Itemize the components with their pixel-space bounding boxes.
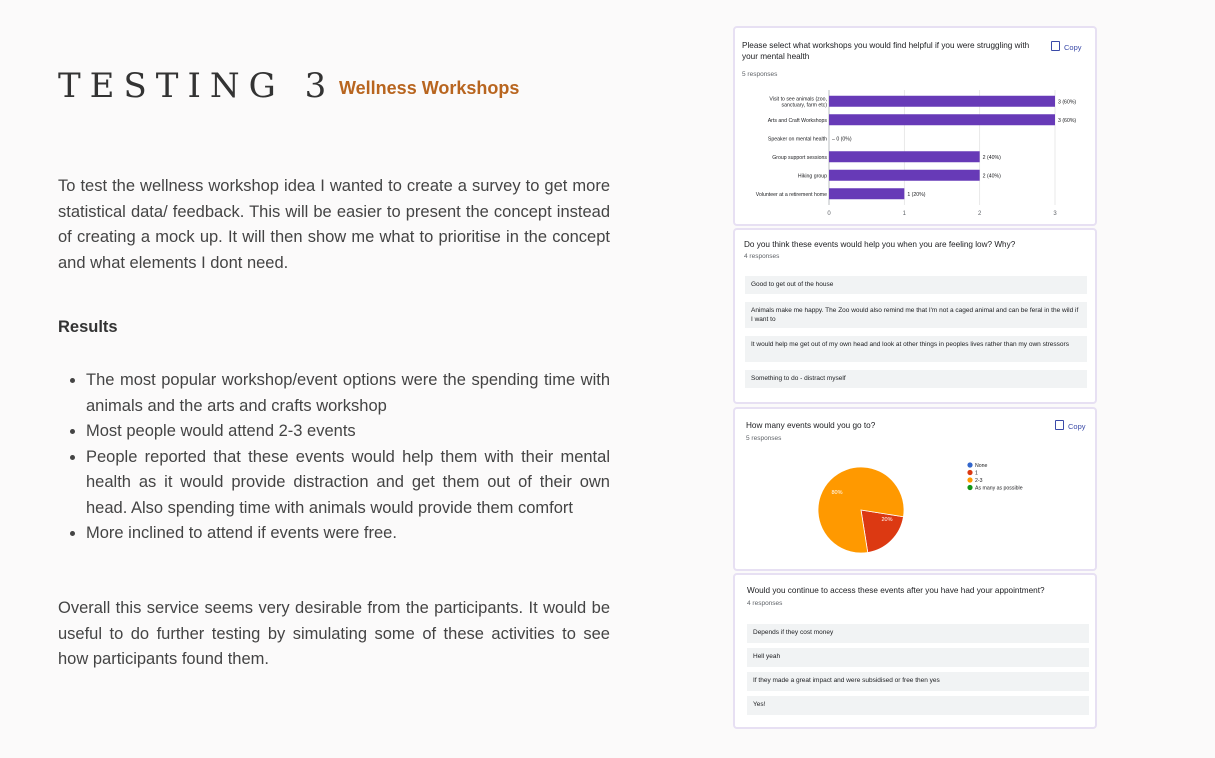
answer-row: Depends if they cost money (747, 624, 1089, 643)
copy-button[interactable] (1051, 41, 1082, 52)
answer-row: If they made a great impact and were subsidised or free then yes (747, 672, 1089, 691)
x-tick-label: 2 (977, 211, 982, 217)
category-label: Group support sessions (772, 154, 827, 161)
answer-row: Yes! (747, 696, 1089, 715)
bar (829, 151, 980, 162)
bar (829, 188, 904, 199)
data-label: 2 (40%) (982, 154, 1001, 161)
results-heading: Results (58, 318, 118, 336)
intro-paragraph: To test the wellness workshop idea I wanted to create a survey to get more statistical data/ feedback. This will be easier to present the concept instead of creating a mock up. It will then show me what to prioritise in the concept and what elements I dont need. (58, 177, 610, 272)
list-item: • Most people would attend 2-3 events (86, 419, 610, 445)
question-title: Do you think these events would help you when you are feeling low? Why? (744, 240, 1016, 249)
question-title: Would you continue to access these events after you have had your appointment? (747, 586, 1045, 595)
x-tick-label: 0 (827, 211, 831, 217)
data-label: – 0 (0%) (832, 136, 852, 143)
answer-row: It would help me get out of my own head and look at other things in peoples lives rather than my own stressors (745, 336, 1087, 362)
answer-row: Good to get out of the house (745, 276, 1087, 294)
event-count-pie-chart (735, 449, 1095, 569)
copy-label: Copy (1068, 422, 1086, 431)
workshop-bar-chart (735, 84, 1095, 224)
response-count: 5 responses (746, 435, 782, 442)
response-count: 5 responses (742, 71, 778, 78)
data-label: 1 (20%) (907, 191, 926, 198)
answer-row: Animals make me happy. The Zoo would also remind me that I'm not a caged animal and can be feral in the wild if I want to (745, 302, 1087, 328)
response-count: 4 responses (747, 600, 783, 607)
data-label: 3 (60%) (1058, 117, 1077, 124)
list-item: • People reported that these events would help them with their mental health as it would provide distraction and get them out of their own head. Also spending time with animals would provide them comfort (86, 445, 610, 522)
category-label: Visit to see animals (zoo, sanctuary, farm etc) (769, 96, 827, 109)
category-label: Arts and Craft Workshops (767, 117, 827, 124)
slice-label: 80% (831, 490, 843, 496)
survey-card-feeling-low (733, 228, 1097, 404)
legend-swatch (967, 485, 972, 490)
response-count: 4 responses (744, 253, 780, 260)
legend-swatch (967, 462, 972, 467)
category-label: Hiking group (797, 173, 827, 180)
legend-label: 1 (975, 470, 978, 477)
data-label: 3 (60%) (1058, 99, 1077, 106)
legend-swatch (967, 477, 972, 482)
bar (829, 114, 1055, 125)
copy-icon (1051, 41, 1060, 51)
survey-card-workshops (733, 26, 1097, 226)
list-item: • More inclined to attend if events were free. (86, 521, 610, 547)
x-tick-label: 3 (1053, 211, 1057, 217)
bar (829, 170, 980, 181)
category-label: Volunteer at a retirement home (755, 191, 827, 198)
legend-label: As many as possible (975, 485, 1023, 492)
legend-label: None (975, 463, 988, 469)
list-item: • The most popular workshop/event options were the spending time with animals and the arts and crafts workshop (86, 368, 610, 419)
page-title: TESTING 3 (58, 66, 336, 106)
survey-card-continue-access (733, 573, 1097, 729)
question-title: How many events would you go to? (746, 421, 876, 430)
page-subtitle: Wellness Workshops (339, 78, 520, 98)
legend-label: 2-3 (975, 478, 983, 484)
bar (829, 96, 1055, 107)
copy-label: Copy (1064, 43, 1082, 52)
data-label: 2 (40%) (982, 173, 1001, 180)
slice-label: 20% (881, 517, 893, 523)
copy-button[interactable] (1055, 420, 1086, 431)
question-title: Please select what workshops you would find helpful if you were struggling with your mental health (742, 41, 1030, 61)
answer-row: Something to do - distract myself (745, 370, 1087, 388)
x-tick-label: 1 (902, 211, 907, 217)
copy-icon (1055, 420, 1064, 430)
conclusion-paragraph: Overall this service seems very desirable from the participants. It would be useful to do further testing by simulating some of these activities to see how participants found them. (58, 599, 610, 668)
category-label: Speaker on mental health (767, 136, 827, 143)
survey-card-event-count (733, 407, 1097, 571)
answer-row: Hell yeah (747, 648, 1089, 667)
legend-swatch (967, 470, 972, 475)
results-list (58, 368, 610, 547)
